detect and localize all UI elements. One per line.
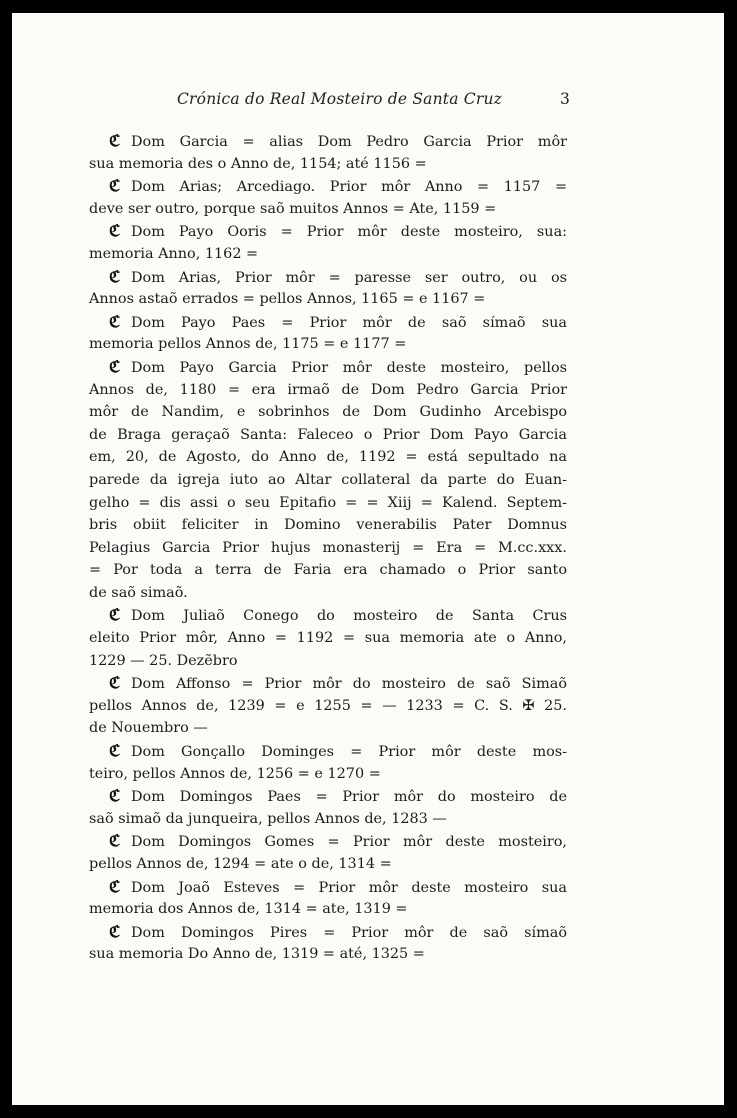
entry-line [89, 243, 567, 266]
entry-line [89, 943, 567, 966]
entry-line [89, 446, 567, 469]
chronicle-entry [89, 220, 567, 265]
entry-first-line [89, 356, 567, 379]
chronicle-entry [89, 130, 567, 175]
entry-line [89, 898, 567, 921]
entry-line [89, 288, 567, 311]
entry-line [89, 492, 567, 515]
line-text: Dom Garcia = alias Dom Pedro Garcia Prior môr [131, 134, 567, 150]
chronicle-entry [89, 175, 567, 220]
entry-line [89, 808, 567, 831]
chronicle-entry [89, 876, 567, 921]
paragraph-mark-icon: ℭ [109, 605, 117, 625]
line-text: 1229 — 25. Dezẽbro [89, 652, 238, 669]
entry-line [89, 198, 567, 221]
line-text: em, 20, de Agosto, do Anno de, 1192 = está sepultado na [89, 449, 567, 466]
paragraph-mark-icon: ℭ [109, 221, 117, 241]
chronicle-entry [89, 921, 567, 966]
line-text: Dom Joaõ Esteves = Prior môr deste mosteiro sua [131, 879, 567, 896]
chronicle-entry [89, 830, 567, 875]
line-text: Annos astaõ errados = pellos Annos, 1165 = e 1167 = [89, 291, 486, 308]
entry-line [89, 514, 567, 537]
entry-line [89, 424, 567, 447]
entry-line [89, 717, 567, 740]
line-text: Dom Domingos Paes = Prior môr do mosteiro de [131, 789, 567, 806]
entry-line [89, 153, 567, 176]
manuscript-page [12, 13, 724, 1105]
chronicle-entry [89, 311, 567, 356]
paragraph-mark-icon: ℭ [109, 266, 117, 286]
entry-first-line [89, 266, 567, 289]
line-text: gelho = dis assi o seu Epitafio = = Xiij = Kalend. Septem- [89, 494, 567, 511]
entry-line [89, 582, 567, 605]
line-text: Dom Domingos Pires = Prior môr de saõ símaõ [131, 924, 567, 941]
line-text: Dom Arias, Prior môr = paresse ser outro, ou os [131, 269, 567, 286]
entry-line [89, 695, 567, 718]
line-text: Dom Payo Garcia Prior môr deste mosteiro, pellos [131, 359, 567, 376]
entry-first-line [89, 921, 567, 944]
line-text: parede da igreja iuto ao Altar collateral da parte do Euan- [89, 471, 567, 488]
line-text: Dom Domingos Gomes = Prior môr deste mosteiro, [131, 834, 567, 851]
running-title: Crónica do Real Mosteiro de Santa Cruz [177, 90, 503, 108]
chronicle-entry [89, 266, 567, 311]
line-text: Dom Gonçallo Dominges = Prior môr deste mos- [131, 744, 567, 761]
chronicle-entry [89, 740, 567, 785]
line-text: môr de Nandim, e sobrinhos de Dom Gudinho Arcebispo [89, 404, 567, 421]
chronicle-entry [89, 356, 567, 605]
line-text: de saõ simaõ. [89, 584, 188, 601]
paragraph-mark-icon: ℭ [109, 311, 117, 331]
entry-line [89, 333, 567, 356]
line-text: teiro, pellos Annos de, 1256 = e 1270 = [89, 765, 381, 782]
paragraph-mark-icon: ℭ [109, 356, 117, 376]
entry-first-line [89, 785, 567, 808]
entry-line [89, 853, 567, 876]
entry-line [89, 559, 567, 582]
line-text: Annos de, 1180 = era irmaõ de Dom Pedro Garcia Prior [89, 381, 567, 398]
paragraph-mark-icon: ℭ [109, 176, 117, 196]
entry-first-line [89, 220, 567, 243]
entry-first-line [89, 130, 567, 153]
entry-line [89, 627, 567, 650]
line-text: saõ simaõ da junqueira, pellos Annos de, 1283 — [89, 810, 447, 827]
entry-first-line [89, 740, 567, 763]
chronicle-text [89, 130, 567, 966]
line-text: bris obiit feliciter in Domino venerabilis Pater Domnus [89, 517, 567, 534]
line-text: deve ser outro, porque saõ muitos Annos = Ate, 1159 = [89, 200, 497, 217]
chronicle-entry [89, 604, 567, 672]
line-text: Dom Payo Ooris = Prior môr deste mosteiro, sua: [131, 224, 567, 241]
line-text: de Nouembro — [89, 720, 208, 737]
entry-line [89, 469, 567, 492]
entry-first-line [89, 175, 567, 198]
page-number: 3 [560, 90, 570, 108]
chronicle-entry [89, 672, 567, 740]
entry-first-line [89, 672, 567, 695]
paragraph-mark-icon: ℭ [109, 741, 117, 761]
page-header [12, 90, 724, 114]
entry-first-line [89, 876, 567, 899]
line-text: sua memoria Do Anno de, 1319 = até, 1325 = [89, 946, 425, 963]
entry-first-line [89, 604, 567, 627]
line-text: Dom Arias; Arcediago. Prior môr Anno = 1157 = [131, 179, 567, 196]
paragraph-mark-icon: ℭ [109, 876, 117, 896]
line-text: pellos Annos de, 1294 = ate o de, 1314 = [89, 856, 392, 872]
line-text: memoria dos Annos de, 1314 = ate, 1319 = [89, 901, 408, 918]
paragraph-mark-icon: ℭ [109, 131, 117, 150]
line-text: memoria pellos Annos de, 1175 = e 1177 = [89, 336, 407, 353]
line-text: Dom Juliaõ Conego do mosteiro de Santa Crus [131, 608, 567, 625]
line-text: de Braga geraçaõ Santa: Faleceo o Prior Dom Payo Garcia [89, 426, 567, 443]
entry-line [89, 537, 567, 560]
paragraph-mark-icon: ℭ [109, 921, 117, 941]
line-text: Dom Affonso = Prior môr do mosteiro de saõ Simaõ [131, 676, 567, 693]
entry-first-line [89, 830, 567, 853]
chronicle-entry [89, 785, 567, 830]
line-text: Pelagius Garcia Prior hujus monasterij = Era = M.cc.xxx. [89, 539, 567, 556]
paragraph-mark-icon: ℭ [109, 786, 117, 806]
entry-line [89, 763, 567, 786]
entry-line [89, 650, 567, 673]
line-text: pellos Annos de, 1239 = e 1255 = — 1233 = C. S. ✠ 25. [89, 697, 567, 714]
entry-line [89, 379, 567, 402]
line-text: sua memoria des o Anno de, 1154; até 1156 = [89, 155, 427, 172]
line-text: = Por toda a terra de Faria era chamado o Prior santo [89, 562, 567, 579]
line-text: eleito Prior môr, Anno = 1192 = sua memoria ate o Anno, [89, 630, 567, 647]
paragraph-mark-icon: ℭ [109, 831, 117, 851]
line-text: Dom Payo Paes = Prior môr de saõ símaõ sua [131, 314, 567, 331]
entry-first-line [89, 311, 567, 334]
line-text: memoria Anno, 1162 = [89, 245, 259, 262]
entry-line [89, 401, 567, 424]
paragraph-mark-icon: ℭ [109, 673, 117, 693]
